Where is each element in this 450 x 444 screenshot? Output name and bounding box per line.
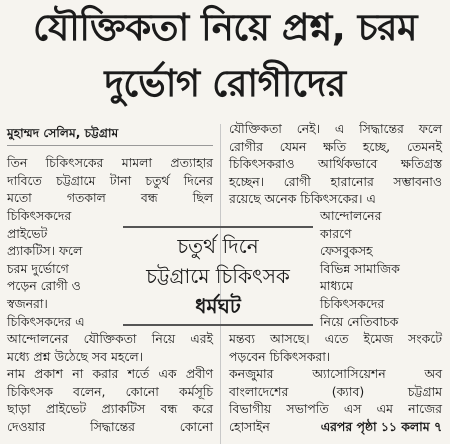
text-line: পড়বেন চিকিৎসকরা। [229,348,331,364]
byline: মুহাম্মদ সেলিম, চট্টগ্রাম [7,126,119,140]
text-line: তিন চিকিৎসকের মামলা প্রত্যাহার [7,155,213,170]
text-line: দাবিতে চট্টগ্রামে টানা চতুর্থ দিনের [7,172,213,188]
text-line: দেওয়ার সিদ্ধান্তের কোনো [7,418,213,434]
headline-line-2: দুর্ভোগ রোগীদের [104,62,346,105]
last-line-row [229,418,442,436]
text-line: হোসাইন [229,418,270,434]
text-line: হচ্ছেন। রোগী হারানোর সম্ভাবনাও [229,173,442,189]
text-line: চরম দুর্ভোগে [7,260,69,276]
headline-line-1: যৌক্তিকতা নিয়ে প্রশ্ন, চরম [32,6,418,49]
text-line: মাধ্যমে [320,278,353,294]
col1-bottom-paragraph [7,330,213,436]
text-line: চিকিৎসকদের [7,208,72,223]
text-line: আন্দোলনের [320,208,382,223]
text-line: পড়েন রোগী ও [7,278,81,294]
text-line: নাম প্রকাশ না করার শর্তে এক প্রবীণ [7,366,213,382]
text-line: চিকিৎসকদের এ [7,313,85,329]
text-line: প্র্যাকটিস। ফলে [7,243,83,259]
text-line: মতো গতকাল বন্ধ ছিল [7,190,213,206]
col2-narrow-paragraph [320,207,442,330]
text-line: স্বজনরা। [7,295,48,311]
text-line: আন্দোলনের যৌক্তিকতা নিয়ে এরই [7,331,213,346]
text-line: মধ্যে প্রশ্ন উঠেছে সব মহলে। [7,348,144,364]
text-line: নিয়ে নেতিবাচক [320,313,399,329]
text-line: প্রাইভেট [7,225,48,241]
text-line: ছাড়া প্রাইভেট প্র্যাকটিস বন্ধ করে [7,401,213,417]
text-line: ফেসবুকসহ [320,243,373,259]
col1-top-paragraph [7,154,213,207]
text-line: বিভাগীয় সভাপতি এস এম নাজের [229,401,442,417]
col2-bottom-paragraph [229,330,442,436]
text-line: যৌক্তিকতা নেই। এ সিদ্ধান্তের ফলে [229,121,442,136]
byline-underline [7,145,213,146]
text-line: কারণে [320,225,352,241]
text-line: বাংলাদেশের (ক্যাব) চট্টগ্রাম [229,383,442,399]
text-line: চিকিৎসকরাও আর্থিকভাবে ক্ষতিগ্রস্ত [229,156,442,172]
pull-quote-line-1: চতুর্থ দিনে [177,234,259,258]
col1-narrow-paragraph [7,207,119,330]
pull-quote-line-2: চট্টগ্রামে চিকিৎসক [146,264,290,288]
continued-on-page-label: এরপর পৃষ্ঠা ১১ কলাম ৭ [320,418,442,434]
text-line: চিকিৎসকদের [320,295,385,311]
text-line: কনজুমার অ্যাসোসিয়েশন অব [229,366,442,382]
text-line: চিকিৎসক বলেন, কোনো কর্মসূচি [7,383,213,399]
pull-quote-line-3: ধর্মঘট [195,294,241,318]
col2-top-paragraph [229,120,442,208]
pull-quote-box [123,226,313,326]
text-line: রোগীর যেমন ক্ষতি হচ্ছে, তেমনই [229,138,442,154]
text-line: মন্তব্য আসছে। এতে ইমেজ সংকটে [229,331,442,346]
text-line: রয়েছে অনেক চিকিৎসকের। এ [229,191,376,207]
text-line: বিভিন্ন সামাজিক [320,260,400,276]
